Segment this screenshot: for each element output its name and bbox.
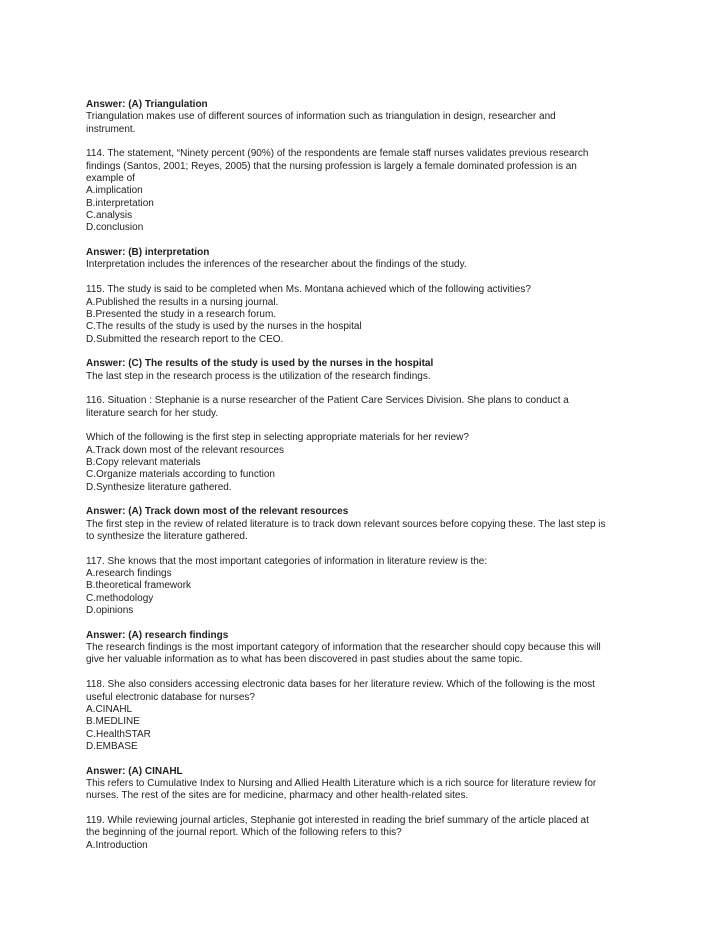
- question-block-q-117: [86, 556, 648, 618]
- text-line: Triangulation makes use of different sources of information such as triangulation in design, researcher and: [86, 111, 556, 123]
- text-line: literature search for her study.: [86, 407, 219, 419]
- text-line: C.analysis: [86, 210, 133, 222]
- text-line: 118. She also considers accessing electronic data bases for her literature review. Which of the following is the most: [86, 679, 595, 691]
- answer-block-ans-115: [86, 358, 648, 383]
- question-block-q-114: [86, 148, 648, 234]
- text-line: B.Copy relevant materials: [86, 456, 201, 468]
- text-line: 115. The study is said to be completed when Ms. Montana achieved which of the following activities?: [86, 284, 531, 296]
- text-line: A.research findings: [86, 568, 172, 580]
- question-block-q-116-situation: [86, 395, 648, 420]
- text-line: 114. The statement, “Ninety percent (90%) of the respondents are female staff nurses validates previous research: [86, 148, 589, 160]
- answer-heading: Answer: (C) The results of the study is used by the nurses in the hospital: [86, 358, 434, 370]
- text-line: D.Submitted the research report to the CEO.: [86, 333, 284, 345]
- text-line: B.interpretation: [86, 197, 154, 209]
- text-line: B.MEDLINE: [86, 716, 140, 728]
- text-line: The last step in the research process is the utilization of the research findings.: [86, 370, 431, 382]
- text-line: A.Track down most of the relevant resources: [86, 444, 285, 456]
- answer-block-ans-113: [86, 99, 648, 136]
- text-line: useful electronic database for nurses?: [86, 691, 255, 703]
- text-line: nurses. The rest of the sites are for medicine, pharmacy and other health-related sites.: [86, 790, 469, 802]
- text-line: 117. She knows that the most important categories of information in literature review is the:: [86, 555, 488, 567]
- text-line: instrument.: [86, 123, 136, 135]
- question-block-q-116: [86, 432, 648, 494]
- text-line: A.CINAHL: [86, 703, 133, 715]
- question-block-q-115: [86, 284, 648, 346]
- text-line: C.methodology: [86, 592, 154, 604]
- text-line: D.opinions: [86, 605, 134, 617]
- text-line: B.Presented the study in a research forum.: [86, 308, 277, 320]
- text-line: The research findings is the most important category of information that the researcher should copy because this will: [86, 642, 601, 654]
- answer-block-ans-117: [86, 630, 648, 667]
- text-line: A.implication: [86, 185, 143, 197]
- text-line: findings (Santos, 2001; Reyes, 2005) that the nursing profession is largely a female dominated profession is an: [86, 160, 577, 172]
- question-block-q-118: [86, 679, 648, 753]
- answer-heading: Answer: (A) Track down most of the relevant resources: [86, 506, 349, 518]
- text-line: to synthesize the literature gathered.: [86, 531, 248, 543]
- answer-heading: Answer: (A) CINAHL: [86, 765, 183, 777]
- text-line: C.The results of the study is used by the nurses in the hospital: [86, 321, 362, 333]
- text-line: This refers to Cumulative Index to Nursing and Allied Health Literature which is a rich source for literature review for: [86, 777, 597, 789]
- text-line: the beginning of the journal report. Which of the following refers to this?: [86, 827, 402, 839]
- text-line: give her valuable information as to what has been discovered in past studies about the same topic.: [86, 654, 523, 666]
- text-line: D.Synthesize literature gathered.: [86, 481, 232, 493]
- text-line: C.Organize materials according to function: [86, 469, 275, 481]
- answer-block-ans-118: [86, 766, 648, 803]
- text-line: A.Introduction: [86, 839, 148, 851]
- document-page: [86, 99, 648, 864]
- text-line: C.HealthSTAR: [86, 728, 151, 740]
- question-block-q-119: [86, 815, 648, 852]
- answer-block-ans-114: [86, 247, 648, 272]
- text-line: The first step in the review of related literature is to track down relevant sources before copying these. The last step is: [86, 518, 606, 530]
- text-line: B.theoretical framework: [86, 580, 192, 592]
- answer-heading: Answer: (A) Triangulation: [86, 99, 208, 110]
- text-line: Which of the following is the first step in selecting appropriate materials for her review?: [86, 432, 469, 444]
- text-line: 119. While reviewing journal articles, Stephanie got interested in reading the brief summary of the article placed at: [86, 814, 589, 826]
- text-line: Interpretation includes the inferences of the researcher about the findings of the study.: [86, 259, 467, 271]
- answer-heading: Answer: (A) research findings: [86, 629, 229, 641]
- answer-heading: Answer: (B) interpretation: [86, 247, 210, 259]
- text-line: 116. Situation : Stephanie is a nurse researcher of the Patient Care Services Division. She plans to conduct a: [86, 395, 569, 407]
- text-line: example of: [86, 173, 135, 185]
- answer-block-ans-116: [86, 506, 648, 543]
- text-line: D.conclusion: [86, 222, 144, 234]
- text-line: D.EMBASE: [86, 740, 138, 752]
- text-line: A.Published the results in a nursing journal.: [86, 296, 279, 308]
